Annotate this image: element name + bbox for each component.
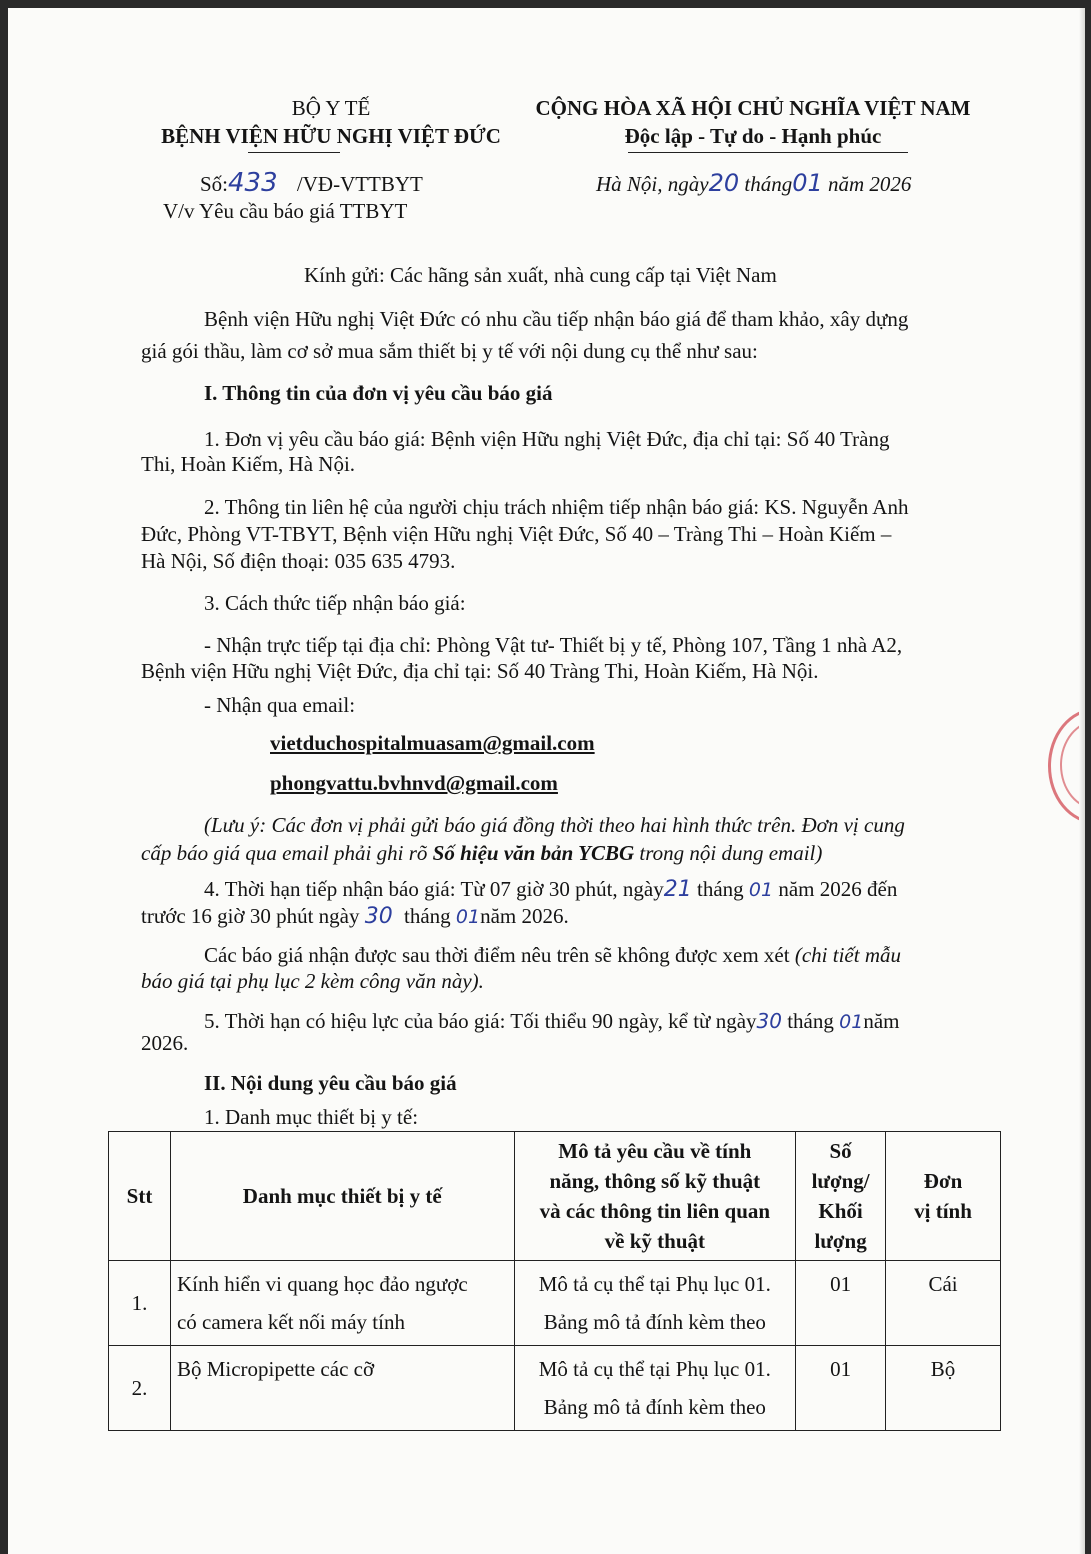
item-4-month2-handwritten: 01 bbox=[455, 906, 481, 928]
header-unit-line-2: vị tính bbox=[914, 1199, 972, 1223]
header-name: Danh mục thiết bị y tế bbox=[170, 1132, 514, 1261]
item-5-day-handwritten: 30 bbox=[756, 1009, 782, 1033]
date-prefix: Hà Nội, ngày bbox=[596, 172, 709, 196]
row-description bbox=[514, 1346, 796, 1431]
country-name: CỘNG HÒA XÃ HỘI CHỦ NGHĨA VIỆT NAM bbox=[535, 96, 971, 120]
row-description-line-1: Mô tả cụ thể tại Phụ lục 01. bbox=[538, 1272, 771, 1296]
date-month-handwritten: 01 bbox=[792, 169, 823, 197]
row-name-line-1: Bộ Micropipette các cỡ bbox=[176, 1357, 375, 1381]
document-date bbox=[596, 170, 911, 197]
item-1-line-1: 1. Đơn vị yêu cầu báo giá: Bệnh viện Hữu nghị Việt Đức, địa chỉ tại: Số 40 Tràng bbox=[204, 427, 890, 451]
note-line-1: (Lưu ý: Các đơn vị phải gửi báo giá đồng thời theo hai hình thức trên. Đơn vị cung bbox=[204, 813, 905, 837]
row-description-line-1: Mô tả cụ thể tại Phụ lục 01. bbox=[538, 1357, 771, 1381]
list-title: 1. Danh mục thiết bị y tế: bbox=[204, 1105, 419, 1129]
note-line-2-bold: Số hiệu văn bản YCBG bbox=[432, 841, 635, 865]
section-2-title: II. Nội dung yêu cầu báo giá bbox=[204, 1071, 457, 1095]
table-row bbox=[109, 1346, 1001, 1431]
item-4-line-1-a: 4. Thời hạn tiếp nhận báo giá: Từ 07 giờ 30 phút, ngày bbox=[204, 877, 664, 901]
item-4-line-2-a: trước 16 giờ 30 phút ngày bbox=[141, 904, 360, 928]
header-quantity-line-3: Khối bbox=[818, 1199, 863, 1223]
item-3-direct-line-2: Bệnh viện Hữu nghị Việt Đức, địa chỉ tại: Số 40 Tràng Thi, Hoàn Kiếm, Hà Nội. bbox=[141, 659, 819, 683]
item-5-line-1-c: năm bbox=[863, 1009, 900, 1033]
item-4-line-2-b: tháng bbox=[403, 904, 451, 928]
row-unit: Cái bbox=[886, 1261, 1001, 1346]
item-2-line-3: Hà Nội, Số điện thoại: 035 635 4793. bbox=[141, 549, 456, 573]
late-line-2: báo giá tại phụ lục 2 kèm công văn này). bbox=[141, 969, 484, 993]
item-3-title: 3. Cách thức tiếp nhận báo giá: bbox=[204, 591, 466, 615]
item-4-month1-handwritten: 01 bbox=[748, 879, 774, 901]
item-4-line-2 bbox=[141, 903, 569, 930]
late-line-1 bbox=[204, 942, 901, 968]
table-header-row bbox=[109, 1132, 1001, 1261]
email-link-1[interactable]: vietduchospitalmuasam@gmail.com bbox=[270, 731, 595, 755]
header-description bbox=[514, 1132, 796, 1261]
header-stt: Stt bbox=[109, 1132, 171, 1261]
item-3-email-label: - Nhận qua email: bbox=[204, 693, 356, 717]
page-edge-shadow bbox=[1079, 8, 1085, 1554]
late-line-1-a: Các báo giá nhận được sau thời điểm nêu trên sẽ không được xem xét bbox=[204, 943, 795, 967]
row-stt: 1. bbox=[109, 1261, 171, 1346]
row-name bbox=[170, 1261, 514, 1346]
note-line-2 bbox=[141, 840, 822, 866]
salutation: Kính gửi: Các hãng sản xuất, nhà cung cấp tại Việt Nam bbox=[304, 263, 777, 287]
intro-line-2: giá gói thầu, làm cơ sở mua sắm thiết bị y tế với nội dung cụ thể như sau: bbox=[141, 339, 758, 363]
row-quantity: 01 bbox=[796, 1261, 886, 1346]
header-quantity-line-2: lượng/ bbox=[811, 1169, 870, 1193]
late-line-1-b: (chi tiết mẫu bbox=[794, 943, 901, 967]
item-4-line-1-c: năm 2026 đến bbox=[778, 877, 898, 901]
item-4-line-1 bbox=[204, 876, 897, 903]
item-5-line-1 bbox=[204, 1008, 899, 1035]
item-5-line-1-a: 5. Thời hạn có hiệu lực của báo giá: Tối thiểu 90 ngày, kể từ ngày bbox=[204, 1009, 757, 1033]
row-description bbox=[514, 1261, 796, 1346]
item-2-line-1: 2. Thông tin liên hệ của người chịu trách nhiệm tiếp nhận báo giá: KS. Nguyễn Anh bbox=[204, 495, 909, 519]
item-4-line-1-b: tháng bbox=[697, 877, 744, 901]
document-number bbox=[200, 170, 423, 197]
date-year: năm 2026 bbox=[828, 172, 912, 196]
header-quantity-line-4: lượng bbox=[814, 1229, 867, 1253]
row-name bbox=[170, 1346, 514, 1431]
row-name-line-2: có camera kết nối máy tính bbox=[176, 1310, 405, 1334]
document-subject: V/v Yêu cầu báo giá TTBYT bbox=[163, 199, 408, 223]
header-description-line-3: và các thông tin liên quan bbox=[539, 1199, 771, 1223]
ministry-name: BỘ Y TẾ bbox=[291, 96, 371, 120]
item-1-line-2: Thi, Hoàn Kiếm, Hà Nội. bbox=[141, 452, 356, 476]
row-name-line-1: Kính hiển vi quang học đảo ngược bbox=[176, 1272, 468, 1296]
intro-line-1: Bệnh viện Hữu nghị Việt Đức có nhu cầu tiếp nhận báo giá để tham khảo, xây dựng bbox=[204, 307, 909, 331]
number-suffix: /VĐ-VTTBYT bbox=[296, 172, 423, 196]
national-motto: Độc lập - Tự do - Hạnh phúc bbox=[624, 124, 882, 148]
header-quantity-line-1: Số bbox=[829, 1139, 852, 1163]
item-4-day1-handwritten: 21 bbox=[663, 877, 692, 902]
number-handwritten: 433 bbox=[228, 168, 278, 198]
item-5-month-handwritten: 01 bbox=[839, 1011, 864, 1033]
note-line-2-a: cấp báo giá qua email phải ghi rõ bbox=[141, 841, 433, 865]
hospital-underline bbox=[248, 152, 340, 153]
item-2-line-2: Đức, Phòng VT-TBYT, Bệnh viện Hữu nghị Việt Đức, Số 40 – Tràng Thi – Hoàn Kiếm – bbox=[141, 522, 892, 546]
header-quantity bbox=[796, 1132, 886, 1261]
email-link-2[interactable]: phongvattu.bvhnvd@gmail.com bbox=[270, 771, 558, 795]
number-prefix: Số: bbox=[200, 172, 229, 196]
header-description-line-4: về kỹ thuật bbox=[604, 1229, 705, 1253]
header-description-line-2: năng, thông số kỹ thuật bbox=[549, 1169, 761, 1193]
table-row bbox=[109, 1261, 1001, 1346]
row-quantity: 01 bbox=[796, 1346, 886, 1431]
item-5-line-2: 2026. bbox=[141, 1031, 189, 1055]
section-1-title: I. Thông tin của đơn vị yêu cầu báo giá bbox=[204, 381, 553, 405]
hospital-name: BỆNH VIỆN HỮU NGHỊ VIỆT ĐỨC bbox=[161, 124, 501, 148]
date-day-handwritten: 20 bbox=[708, 169, 740, 197]
header-unit bbox=[886, 1132, 1001, 1261]
document-page bbox=[8, 8, 1085, 1554]
equipment-table bbox=[108, 1131, 1001, 1431]
row-description-line-2: Bảng mô tả đính kèm theo bbox=[543, 1395, 766, 1419]
header-unit-line-1: Đơn bbox=[923, 1169, 963, 1193]
item-4-day2-handwritten: 30 bbox=[364, 904, 393, 929]
row-description-line-2: Bảng mô tả đính kèm theo bbox=[543, 1310, 766, 1334]
item-3-direct-line-1: - Nhận trực tiếp tại địa chỉ: Phòng Vật tư- Thiết bị y tế, Phòng 107, Tầng 1 nhà A2, bbox=[204, 633, 903, 657]
item-4-line-2-c: năm 2026. bbox=[480, 904, 569, 928]
row-stt: 2. bbox=[109, 1346, 171, 1431]
header-description-line-1: Mô tả yêu cầu về tính bbox=[558, 1139, 752, 1163]
motto-underline bbox=[628, 152, 908, 153]
note-line-2-c: trong nội dung email) bbox=[634, 841, 823, 865]
item-5-line-1-b: tháng bbox=[787, 1009, 834, 1033]
row-unit: Bộ bbox=[886, 1346, 1001, 1431]
date-month-label: tháng bbox=[744, 172, 793, 196]
